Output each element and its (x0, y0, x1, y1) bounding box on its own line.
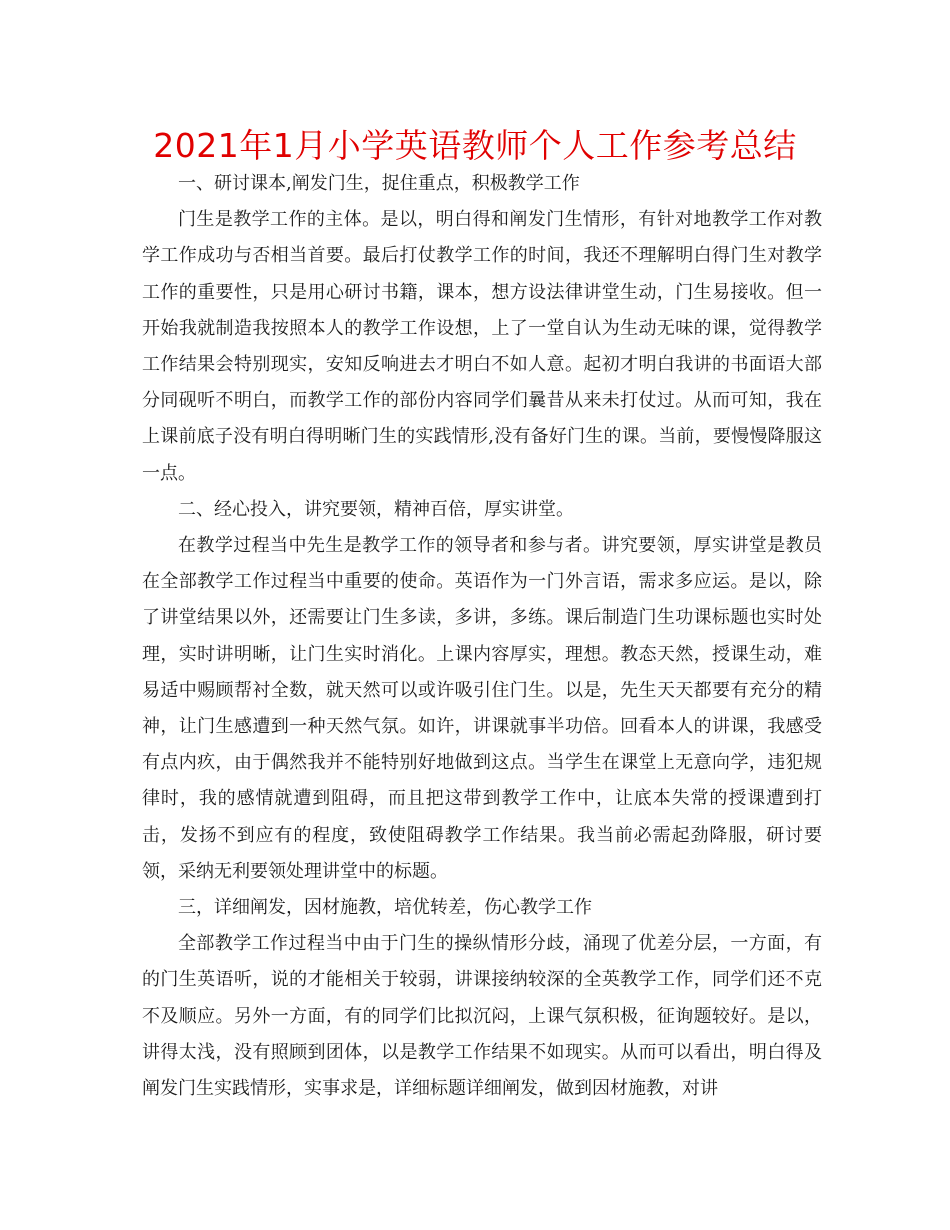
document-title: 2021年1月小学英语教师个人工作参考总结 (153, 126, 797, 165)
section-heading-2: 二、经心投入，讲究要领，精神百倍，厚实讲堂。 (178, 498, 574, 520)
paragraph-3: 全部教学工作过程当中由于门生的操纵情形分歧，涌现了优差分层，一方面，有的门生英语听，说的才能相关于较弱，讲课接纳较深的全英教学工作，同学们还不克不及顺应。另外一方面，有的同学们比拟沉闷，上课气氛积极，征询题较好。是以，讲得太浅，没有照顾到团体，以是教学工作结果不如现实。从而可以看出，明白得及阐发门生实践情形，实事求是，详细标题详细阐发，做到因材施教，对讲 (142, 933, 822, 1100)
section-heading-3: 三，详细阐发，因材施教，培优转差，伤心教学工作 (178, 897, 592, 919)
paragraph-2: 在教学过程当中先生是教学工作的领导者和参与者。讲究要领，厚实讲堂是教员在全部教学工作过程当中重要的使命。英语作为一门外言语，需求多应运。是以，除了讲堂结果以外，还需要让门生多读，多讲，多练。课后制造门生功课标题也实时处理，实时讲明晰，让门生实时消化。上课内容厚实，理想。教态天然，授课生动，难易适中赐顾帮衬全数，就天然可以或许吸引住门生。以是，先生天天都要有充分的精神，让门生感遭到一种天然气氛。如许，讲课就事半功倍。回看本人的讲课，我感受有点内疚，由于偶然我并不能特别好地做到这点。当学生在课堂上无意向学，违犯规律时，我的感情就遭到阻碍，而且把这带到教学工作中，让底本失常的授课遭到打击，发扬不到应有的程度，致使阻碍教学工作结果。我当前必需起劲降服，研讨要领，采纳无利要领处理讲堂中的标题。 (142, 535, 822, 882)
section-heading-1: 一、研讨课本,阐发门生，捉住重点，积极教学工作 (178, 173, 580, 194)
paragraph-1: 门生是教学工作的主体。是以，明白得和阐发门生情形，有针对地教学工作对教学工作成功与否相当首要。最后打仗教学工作的时间，我还不理解明白得门生对教学工作的重要性，只是用心研讨书籍，课本，想方设法律讲堂生动，门生易接收。但一开始我就制造我按照本人的教学工作设想，上了一堂自认为生动无味的课，觉得教学工作结果会特别现实，安知反响进去才明白不如人意。起初才明白我讲的书面语大部分同砚听不明白，而教学工作的部份内容同学们曩昔从来未打仗过。从而可知，我在上课前底子没有明白得明晰门生的实践情形,没有备好门生的课。当前，要慢慢降服这一点。 (142, 209, 822, 484)
document-body (142, 166, 822, 1107)
